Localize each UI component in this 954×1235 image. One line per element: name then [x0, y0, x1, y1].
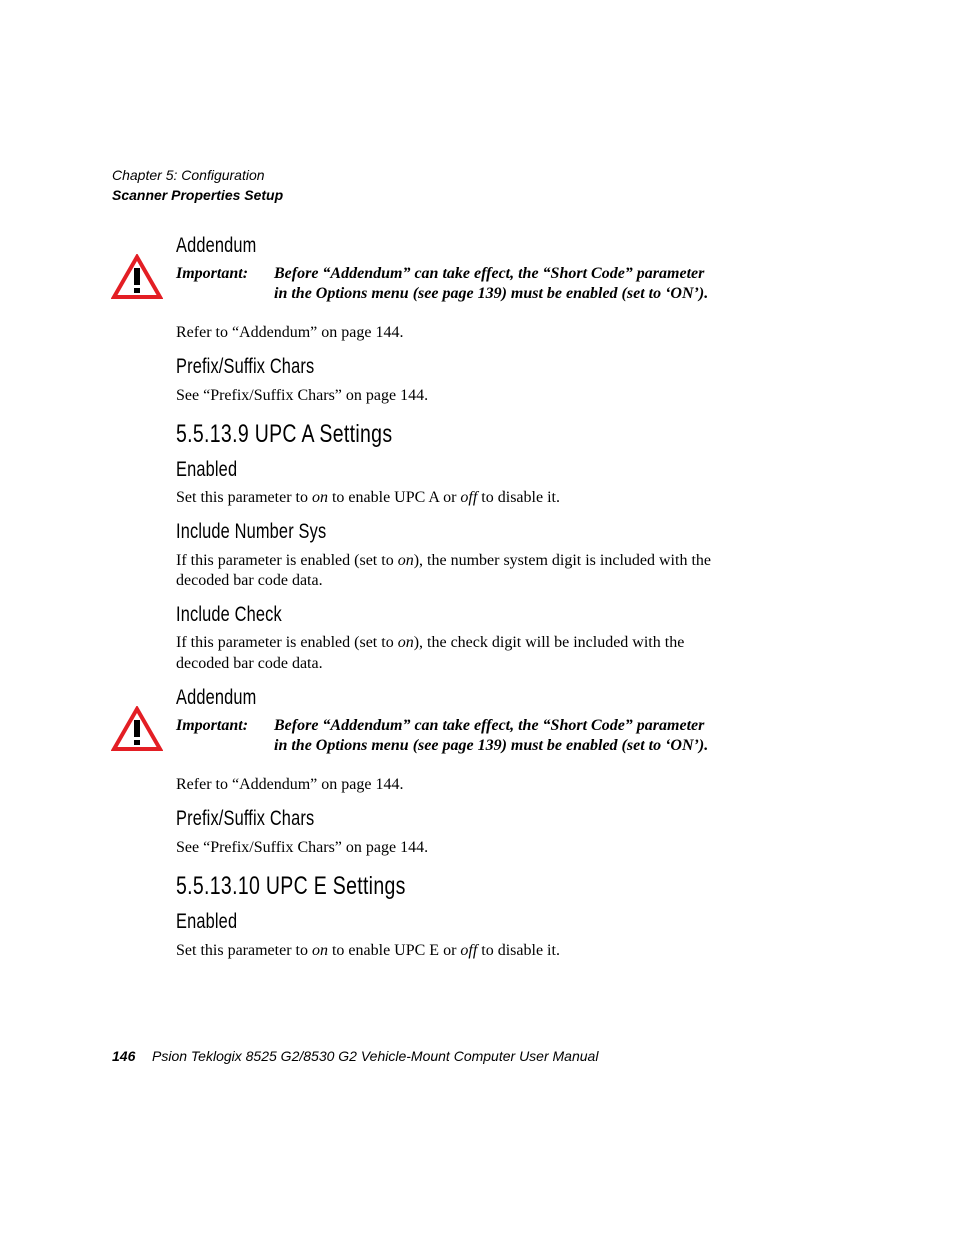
footer-page-number: 146	[112, 1048, 136, 1064]
prefix-suffix-heading: Prefix/Suffix Chars	[176, 807, 315, 830]
running-header-chapter: Chapter 5: Configuration	[112, 167, 265, 183]
section-heading-upc-a: 5.5.13.9 UPC A Settings	[176, 420, 393, 448]
body-text: If this parameter is enabled (set to on), the check digit will be included with the	[176, 634, 685, 651]
body-text: Set this parameter to on to enable UPC E or off to disable it.	[176, 942, 560, 959]
body-text: Refer to “Addendum” on page 144.	[176, 324, 404, 341]
warning-triangle-icon	[111, 254, 163, 300]
enabled-heading: Enabled	[176, 458, 238, 481]
important-note-line: Before “Addendum” can take effect, the “Short Code” parameter	[274, 717, 705, 734]
body-text: Refer to “Addendum” on page 144.	[176, 776, 404, 793]
important-label: Important:	[176, 265, 249, 282]
body-text: Set this parameter to on to enable UPC A or off to disable it.	[176, 489, 560, 506]
running-header-section: Scanner Properties Setup	[112, 187, 284, 203]
body-text: If this parameter is enabled (set to on), the number system digit is included with the	[176, 552, 711, 569]
addendum-heading: Addendum	[176, 234, 257, 257]
body-text: See “Prefix/Suffix Chars” on page 144.	[176, 839, 429, 856]
important-note-line: in the Options menu (see page 139) must be enabled (set to ‘ON’).	[274, 737, 709, 754]
important-note-line: in the Options menu (see page 139) must be enabled (set to ‘ON’).	[274, 285, 709, 302]
warning-triangle-icon	[111, 706, 163, 752]
important-note-line: Before “Addendum” can take effect, the “Short Code” parameter	[274, 265, 705, 282]
section-heading-upc-e: 5.5.13.10 UPC E Settings	[176, 872, 406, 900]
footer-manual-title: Psion Teklogix 8525 G2/8530 G2 Vehicle-Mount Computer User Manual	[152, 1048, 599, 1064]
include-check-heading: Include Check	[176, 603, 282, 626]
enabled-heading: Enabled	[176, 910, 238, 933]
include-number-sys-heading: Include Number Sys	[176, 520, 327, 543]
addendum-heading: Addendum	[176, 686, 257, 709]
body-text: decoded bar code data.	[176, 572, 323, 589]
prefix-suffix-heading: Prefix/Suffix Chars	[176, 355, 315, 378]
body-text: See “Prefix/Suffix Chars” on page 144.	[176, 387, 429, 404]
body-text: decoded bar code data.	[176, 655, 323, 672]
important-label: Important:	[176, 717, 249, 734]
